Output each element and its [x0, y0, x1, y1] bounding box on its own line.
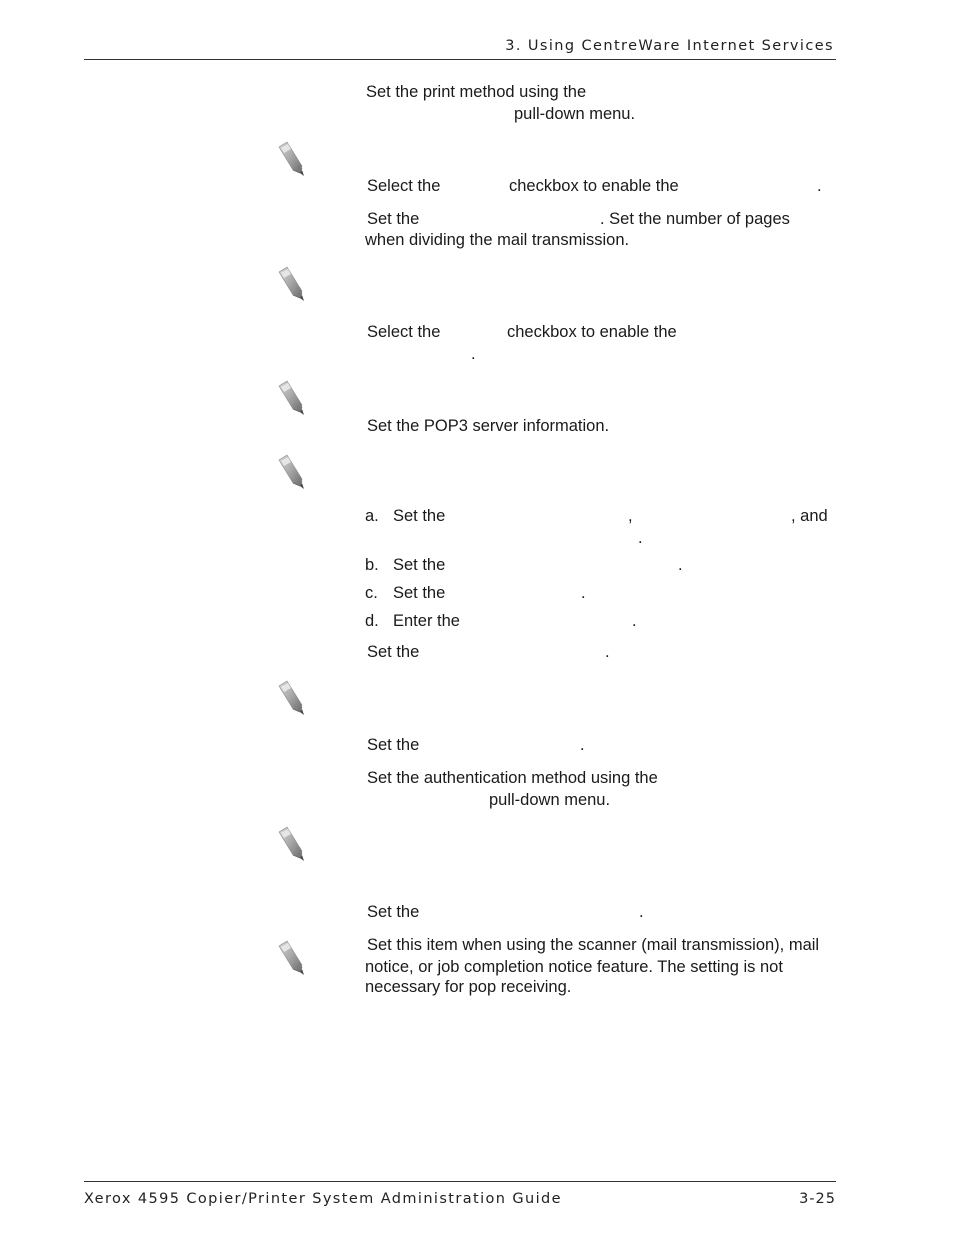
note-pencil-icon [276, 825, 310, 865]
text-line-1: Set the print method using the [366, 83, 587, 101]
note-pencil-icon [276, 140, 310, 180]
note-pencil-icon [276, 265, 310, 305]
note-pencil-icon [276, 379, 310, 419]
text-line-18a: Set the [367, 903, 420, 921]
text-line-17: pull-down menu. [489, 791, 611, 809]
text-line-14a: Set the [367, 643, 420, 661]
text-line-18b: . [639, 903, 644, 921]
text-line-6a: Select the [367, 323, 441, 341]
page-number: 3-25 [799, 1191, 836, 1207]
text-line-2: pull-down menu. [514, 105, 636, 123]
list-marker-c: c. [365, 584, 378, 602]
text-line-13b: Enter the [393, 612, 460, 630]
text-line-4a: Set the [367, 210, 420, 228]
header-rule [84, 59, 836, 60]
text-line-12b: Set the [393, 584, 446, 602]
footer-rule [84, 1181, 836, 1182]
footer-title: Xerox 4595 Copier/Printer System Administration Guide [84, 1191, 562, 1207]
text-line-19: Set this item when using the scanner (mail transmission), mail [367, 936, 820, 954]
note-pencil-icon [276, 453, 310, 493]
list-marker-d: d. [365, 612, 379, 630]
note-pencil-icon [276, 939, 310, 979]
text-line-3b: checkbox to enable the [509, 177, 679, 195]
text-line-11b: Set the [393, 556, 446, 574]
text-line-11c: . [678, 556, 683, 574]
text-line-14b: . [605, 643, 610, 661]
text-line-7: . [471, 345, 476, 363]
text-line-15b: . [580, 736, 585, 754]
text-line-16: Set the authentication method using the [367, 769, 658, 787]
list-marker-a: a. [365, 507, 379, 525]
running-header: 3. Using CentreWare Internet Services [505, 38, 834, 54]
list-marker-b: b. [365, 556, 379, 574]
text-line-4b: . Set the number of pages [600, 210, 790, 228]
text-line-21: necessary for pop receiving. [365, 978, 572, 996]
text-line-6b: checkbox to enable the [507, 323, 677, 341]
text-line-20: notice, or job completion notice feature. The setting is not [365, 958, 783, 976]
text-line-13c: . [632, 612, 637, 630]
text-line-5: when dividing the mail transmission. [365, 231, 630, 249]
note-pencil-icon [276, 679, 310, 719]
text-line-10: . [638, 529, 643, 547]
text-line-12c: . [581, 584, 586, 602]
text-line-3c: . [817, 177, 822, 195]
text-line-9d: , and [791, 507, 828, 525]
text-line-8: Set the POP3 server information. [367, 417, 610, 435]
text-line-9c: , [628, 507, 633, 525]
text-line-3a: Select the [367, 177, 441, 195]
text-line-9b: Set the [393, 507, 446, 525]
text-line-15a: Set the [367, 736, 420, 754]
